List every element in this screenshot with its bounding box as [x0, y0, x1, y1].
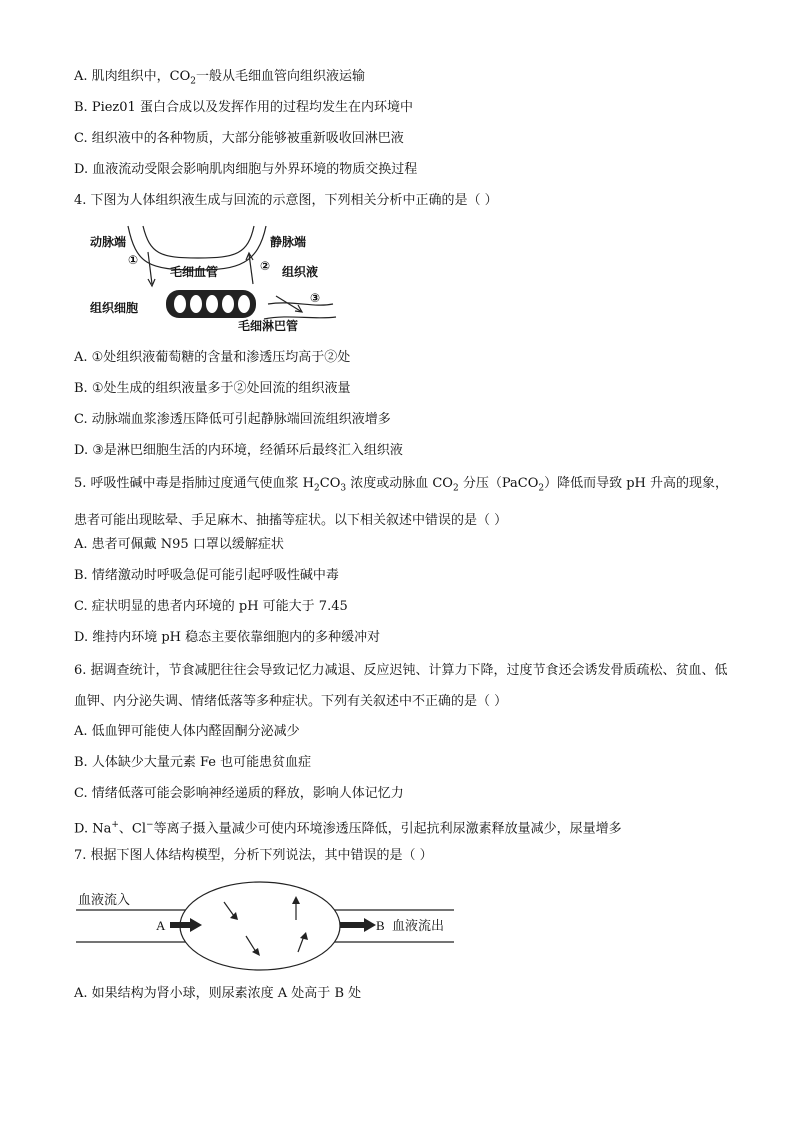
label-blood-out: 血液流出 — [392, 918, 445, 933]
q6-option-d-part-2: 、Cl — [118, 821, 147, 837]
structure-ellipse — [180, 882, 340, 970]
q5-stem-part-1: 5. 呼吸性碱中毒是指肺过度通气使血浆 H — [74, 476, 315, 491]
q4-option-c: C. 动脉端血浆渗透压降低可引起静脉端回流组织液增多 — [74, 412, 391, 427]
tissue-fluid-diagram — [88, 224, 358, 336]
q3-option-a — [74, 68, 365, 91]
label-point-a: A — [156, 918, 166, 933]
q3-option-a-sub: 2 — [190, 76, 196, 87]
tissue-cell-1 — [174, 295, 186, 313]
q6-option-d-part-3: 等离子摄入量减少可使内环境渗透压降低，引起抗利尿激素释放量减少，尿量增多 — [153, 821, 622, 837]
q5-option-b: B. 情绪激动时呼吸急促可能引起呼吸性碱中毒 — [74, 568, 339, 583]
q6-option-a: A. 低血钾可能使人体内醛固酮分泌减少 — [74, 724, 300, 739]
label-lymph-capillary: 毛细淋巴管 — [238, 319, 299, 333]
q3-option-d: D. 血液流动受限会影响肌肉细胞与外界环境的物质交换过程 — [74, 162, 418, 177]
q4-option-a: A. ①处组织液葡萄糖的含量和渗透压均高于②处 — [74, 350, 351, 365]
arrow-b-shaft — [340, 922, 366, 928]
lymph-capillary-top — [268, 303, 333, 305]
q6-option-d-sup-2: − — [146, 820, 154, 830]
tissue-cell-4 — [222, 295, 234, 313]
q7-stem: 7. 根据下图人体结构模型，分析下列说法，其中错误的是（ ） — [74, 848, 433, 863]
q5-option-d: D. 维持内环境 pH 稳态主要依靠细胞内的多种缓冲对 — [74, 630, 381, 645]
q5-stem-sub-2: 3 — [340, 483, 347, 494]
tissue-cells-group — [166, 290, 256, 318]
q4-option-b: B. ①处生成的组织液量多于②处回流的组织液量 — [74, 381, 351, 396]
q5-stem-part-4: 分压（PaCO — [458, 476, 539, 491]
q6-option-c: C. 情绪低落可能会影响神经递质的释放，影响人体记忆力 — [74, 786, 404, 801]
label-tissue-fluid: 组织液 — [282, 265, 319, 279]
q5-stem-sub-3: 2 — [452, 483, 459, 494]
label-mark-2: ② — [260, 259, 271, 273]
q3-option-a-text2: 一般从毛细血管向组织液运输 — [196, 69, 366, 84]
label-capillary: 毛细血管 — [170, 265, 219, 279]
tissue-cell-3 — [206, 295, 218, 313]
q5-stem-part-2: CO — [319, 476, 341, 491]
body-structure-diagram — [74, 880, 464, 976]
label-blood-in: 血液流入 — [78, 892, 131, 907]
q6-option-d — [74, 816, 622, 838]
label-point-b: B — [376, 918, 385, 933]
q5-stem-part-5: ）降低而导致 pH 升高的现象，患者可能出现眩晕、手足麻木、抽搐等症状。以下相关叙述中错误的是（ ） — [74, 476, 729, 528]
q5-option-a: A. 患者可佩戴 N95 口罩以缓解症状 — [74, 537, 284, 552]
label-tissue-cell: 组织细胞 — [90, 301, 139, 315]
arrow-a-shaft — [170, 922, 192, 928]
q5-stem — [74, 468, 734, 536]
q5-option-c: C. 症状明显的患者内环境的 pH 可能大于 7.45 — [74, 599, 348, 614]
q4-option-d: D. ③是淋巴细胞生活的内环境，经循环后最终汇入组织液 — [74, 443, 403, 458]
label-artery-end: 动脉端 — [90, 235, 127, 249]
q5-stem-part-3: 浓度或动脉血 CO — [346, 476, 453, 491]
tissue-cell-5 — [238, 295, 250, 313]
tissue-cell-2 — [190, 295, 202, 313]
q6-stem: 6. 据调查统计，节食减肥往往会导致记忆力减退、反应迟钝、计算力下降，过度节食还会诱发骨质疏松、贫血、低血钾、内分泌失调、情绪低落等多种症状。下列有关叙述中不正确的是（ ） — [74, 663, 728, 709]
arrow-b-head — [364, 918, 376, 932]
q5-stem-sub-4: 2 — [538, 483, 545, 494]
capillary-lower-wall — [143, 226, 254, 258]
label-mark-3: ③ — [310, 291, 321, 305]
capillary-upper-wall — [128, 226, 266, 270]
q7-option-a: A. 如果结构为肾小球，则尿素浓度 A 处高于 B 处 — [74, 986, 362, 1001]
label-vein-end: 静脉端 — [270, 235, 307, 249]
q5-stem-sub-1: 2 — [314, 483, 320, 494]
q6-option-b: B. 人体缺少大量元素 Fe 也可能患贫血症 — [74, 755, 312, 770]
q3-option-b: B. Piez01 蛋白合成以及发挥作用的过程均发生在内环境中 — [74, 100, 413, 115]
q4-stem: 4. 下图为人体组织液生成与回流的示意图，下列相关分析中正确的是（ ） — [74, 193, 498, 208]
q6-option-d-sup-1: + — [111, 820, 119, 830]
q6-option-d-part-1: D. Na — [74, 821, 112, 837]
q3-option-a-text1: A. 肌肉组织中，CO — [74, 69, 191, 84]
label-mark-1: ① — [128, 253, 139, 267]
q3-option-c: C. 组织液中的各种物质，大部分能够被重新吸收回淋巴液 — [74, 131, 404, 146]
